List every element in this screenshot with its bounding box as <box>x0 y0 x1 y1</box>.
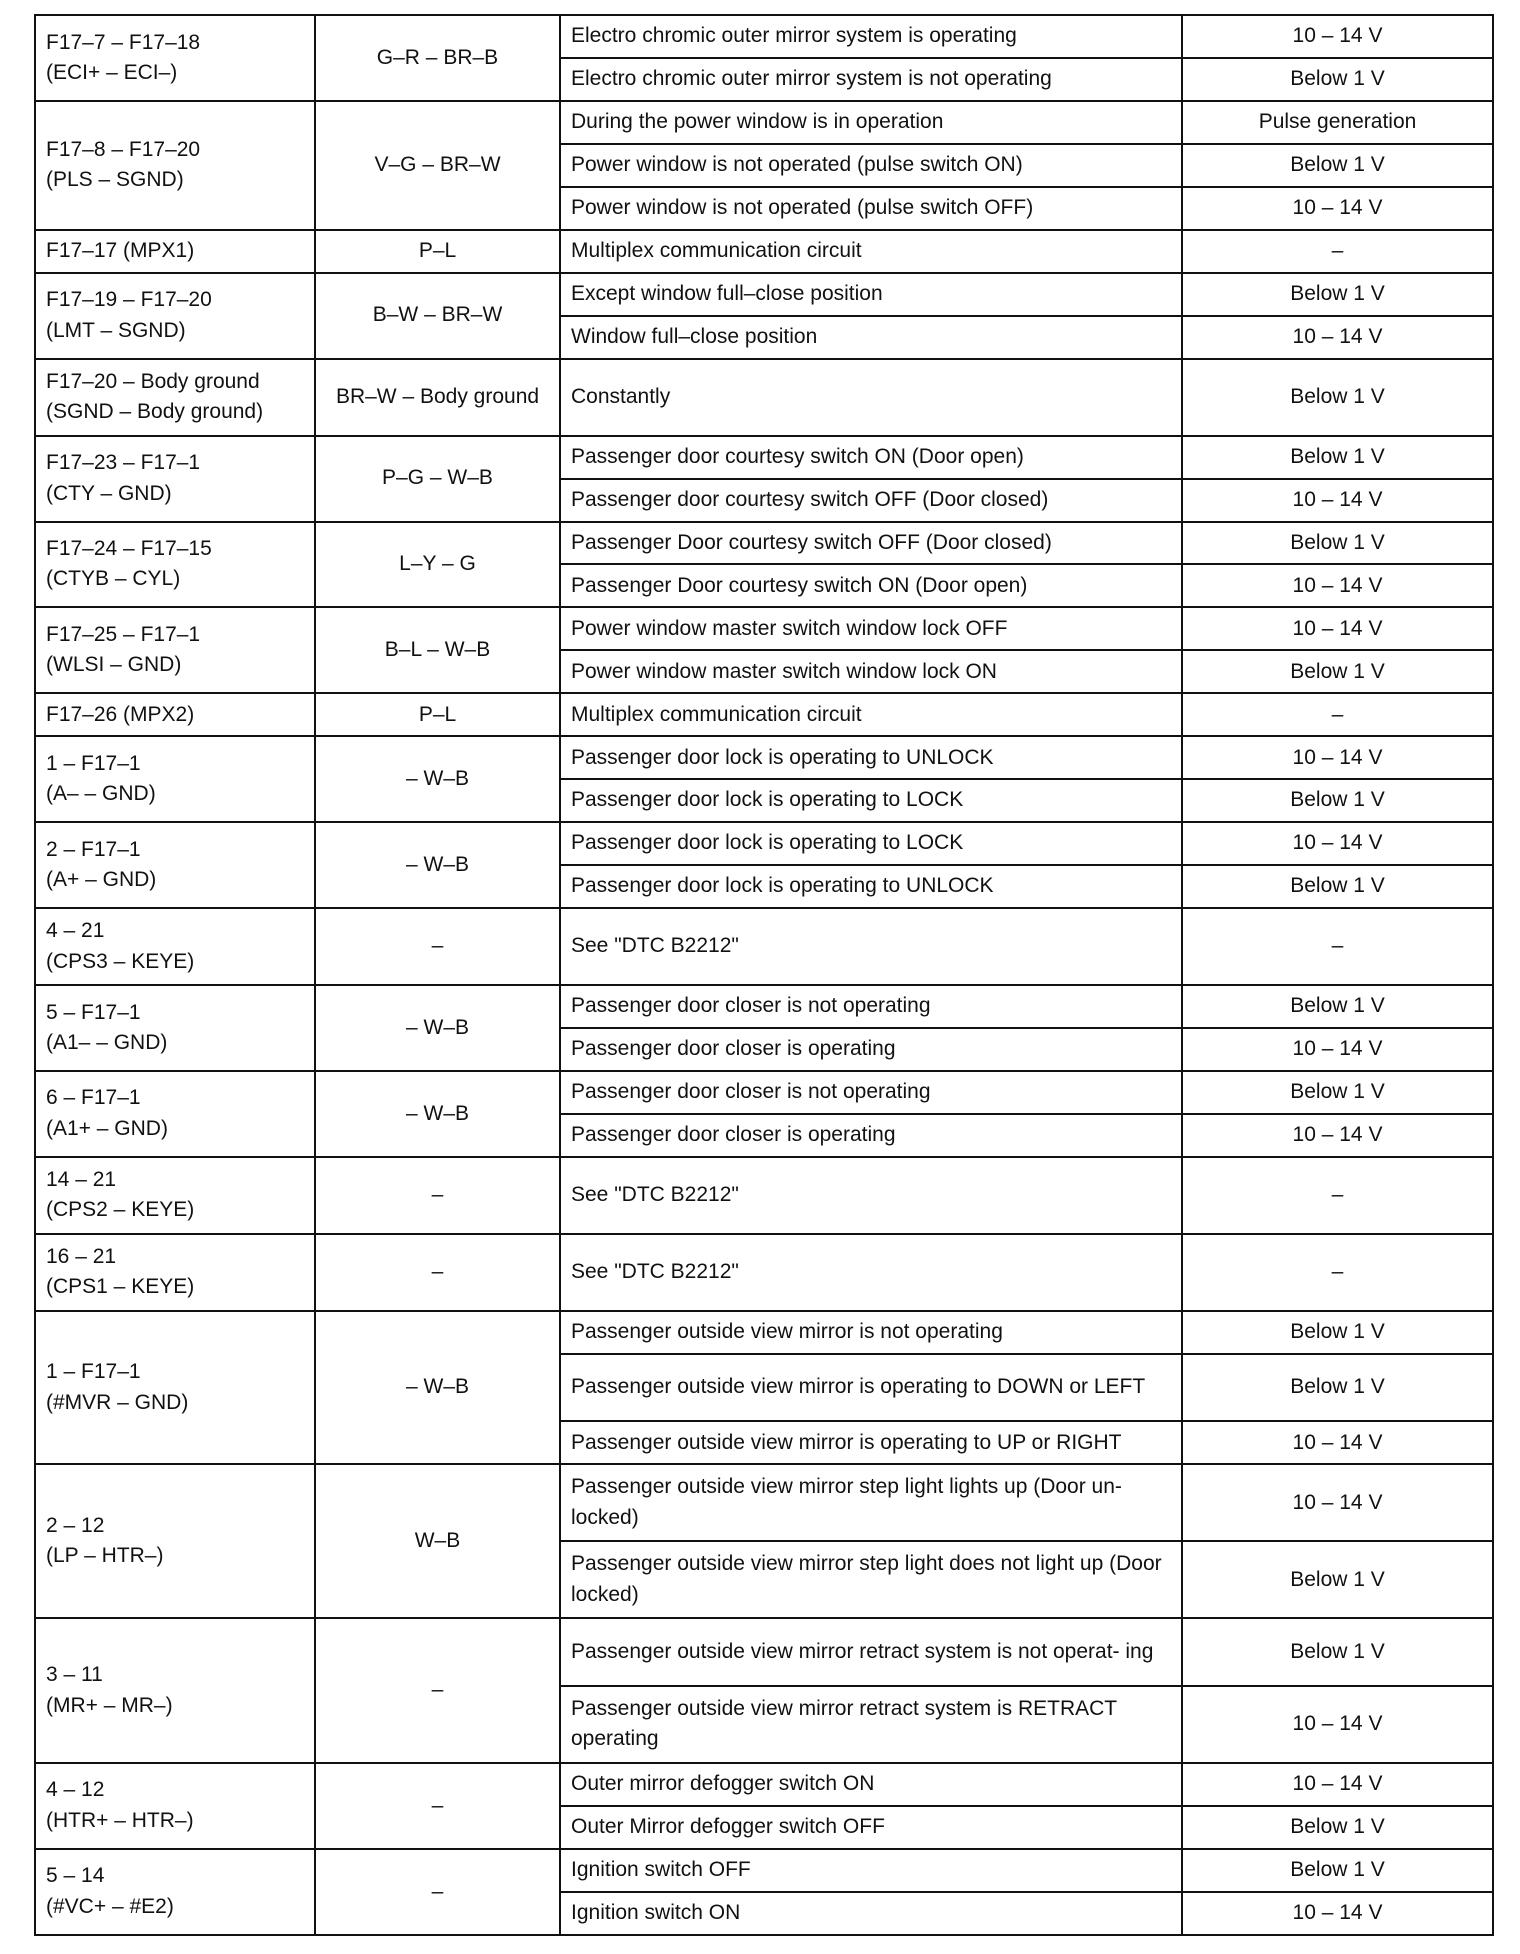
terminal-line: F17–23 – F17–1 <box>46 451 201 475</box>
table-row <box>35 607 1493 650</box>
terminal-line: (A– – GND) <box>46 782 156 806</box>
terminal-line: (SGND – Body ground) <box>46 400 264 424</box>
wiring-color-cell: P–L <box>315 693 560 736</box>
terminal-line: 14 – 21 <box>46 1167 117 1191</box>
wiring-color-cell: – <box>315 1618 560 1763</box>
table-row <box>35 273 1493 316</box>
condition-cell: Outer mirror defogger switch ON <box>560 1763 1182 1806</box>
terminal-line: (HTR+ – HTR–) <box>46 1808 194 1832</box>
terminal-cell <box>35 693 315 736</box>
specified-condition-cell: – <box>1182 1234 1493 1311</box>
terminal-line: (WLSI – GND) <box>46 653 182 677</box>
table-row <box>35 822 1493 865</box>
terminal-line: (PLS – SGND) <box>46 168 184 192</box>
terminal-line: F17–8 – F17–20 <box>46 137 201 161</box>
table-row <box>35 1311 1493 1354</box>
condition-cell: See "DTC B2212" <box>560 1234 1182 1311</box>
condition-cell: Passenger door lock is operating to UNLOCK <box>560 736 1182 779</box>
specified-condition-cell: Below 1 V <box>1182 1806 1493 1849</box>
table-row <box>35 1157 1493 1234</box>
specified-condition-cell: Below 1 V <box>1182 1541 1493 1618</box>
condition-cell: Window full–close position <box>560 316 1182 359</box>
specified-condition-cell: Below 1 V <box>1182 865 1493 908</box>
specified-condition-cell: 10 – 14 V <box>1182 479 1493 522</box>
terminal-line: F17–17 (MPX1) <box>46 239 195 263</box>
wiring-color-cell: B–L – W–B <box>315 607 560 693</box>
condition-cell: Passenger door lock is operating to LOCK <box>560 779 1182 822</box>
terminal-cell <box>35 101 315 230</box>
terminal-cell <box>35 908 315 985</box>
condition-cell: Passenger door lock is operating to UNLOCK <box>560 865 1182 908</box>
table-row <box>35 522 1493 565</box>
specified-condition-cell: 10 – 14 V <box>1182 1114 1493 1157</box>
specified-condition-cell: 10 – 14 V <box>1182 564 1493 607</box>
wiring-color-cell: – W–B <box>315 985 560 1071</box>
condition-cell: Electro chromic outer mirror system is not operating <box>560 58 1182 101</box>
specified-condition-cell: 10 – 14 V <box>1182 736 1493 779</box>
terminal-cell <box>35 607 315 693</box>
wiring-color-cell: – W–B <box>315 1311 560 1465</box>
terminal-cell <box>35 1071 315 1157</box>
terminal-cell <box>35 822 315 908</box>
terminal-line: 3 – 11 <box>46 1663 103 1687</box>
specified-condition-cell: Below 1 V <box>1182 1071 1493 1114</box>
terminal-cell <box>35 985 315 1071</box>
table-row <box>35 693 1493 736</box>
condition-cell: See "DTC B2212" <box>560 1157 1182 1234</box>
terminal-cell <box>35 436 315 522</box>
terminal-line: F17–24 – F17–15 <box>46 537 212 561</box>
terminal-line: F17–20 – Body ground <box>46 369 260 393</box>
condition-cell: Passenger Door courtesy switch ON (Door open) <box>560 564 1182 607</box>
wiring-color-cell: – <box>315 1234 560 1311</box>
specified-condition-cell: Below 1 V <box>1182 522 1493 565</box>
terminal-voltage-table <box>34 14 1494 1936</box>
condition-cell: Passenger door courtesy switch OFF (Door closed) <box>560 479 1182 522</box>
table-row <box>35 230 1493 273</box>
specified-condition-cell: Below 1 V <box>1182 1311 1493 1354</box>
condition-cell: Passenger outside view mirror retract system is not operat- ing <box>560 1618 1182 1686</box>
terminal-line: (CPS2 – KEYE) <box>46 1198 195 1222</box>
wiring-color-cell: B–W – BR–W <box>315 273 560 359</box>
wiring-color-cell: – <box>315 1849 560 1935</box>
specified-condition-cell: 10 – 14 V <box>1182 822 1493 865</box>
specified-condition-cell: 10 – 14 V <box>1182 1686 1493 1763</box>
specified-condition-cell: Below 1 V <box>1182 985 1493 1028</box>
terminal-line: (LMT – SGND) <box>46 318 186 342</box>
specified-condition-cell: – <box>1182 693 1493 736</box>
terminal-cell <box>35 522 315 608</box>
terminal-line: (CTY – GND) <box>46 481 172 505</box>
specified-condition-cell: 10 – 14 V <box>1182 1028 1493 1071</box>
specified-condition-cell: Below 1 V <box>1182 144 1493 187</box>
table-row <box>35 101 1493 144</box>
table-row <box>35 908 1493 985</box>
wiring-color-cell: G–R – BR–B <box>315 15 560 101</box>
condition-cell: See "DTC B2212" <box>560 908 1182 985</box>
terminal-line: 4 – 12 <box>46 1778 105 1802</box>
condition-cell: Passenger door courtesy switch ON (Door open) <box>560 436 1182 479</box>
specified-condition-cell: 10 – 14 V <box>1182 15 1493 58</box>
table-row <box>35 736 1493 779</box>
table-row <box>35 1763 1493 1806</box>
condition-cell: Passenger Door courtesy switch OFF (Door closed) <box>560 522 1182 565</box>
table-row <box>35 1618 1493 1686</box>
specified-condition-cell: Below 1 V <box>1182 1618 1493 1686</box>
terminal-cell <box>35 1311 315 1465</box>
condition-cell: Electro chromic outer mirror system is operating <box>560 15 1182 58</box>
terminal-line: 6 – F17–1 <box>46 1086 141 1110</box>
condition-cell: Multiplex communication circuit <box>560 693 1182 736</box>
terminal-cell <box>35 1157 315 1234</box>
specified-condition-cell: Below 1 V <box>1182 779 1493 822</box>
terminal-cell <box>35 15 315 101</box>
wiring-color-cell: BR–W – Body ground <box>315 359 560 436</box>
wiring-color-cell: – <box>315 908 560 985</box>
table-row <box>35 1849 1493 1892</box>
wiring-color-cell: P–L <box>315 230 560 273</box>
terminal-line: (#MVR – GND) <box>46 1390 189 1414</box>
wiring-color-cell: – <box>315 1763 560 1849</box>
wiring-color-cell: L–Y – G <box>315 522 560 608</box>
specified-condition-cell: Below 1 V <box>1182 650 1493 693</box>
specified-condition-cell: 10 – 14 V <box>1182 316 1493 359</box>
condition-cell: Ignition switch OFF <box>560 1849 1182 1892</box>
condition-cell: Passenger outside view mirror retract system is RETRACT operating <box>560 1686 1182 1763</box>
specified-condition-cell: 10 – 14 V <box>1182 1892 1493 1935</box>
terminal-line: 4 – 21 <box>46 919 105 943</box>
wiring-color-cell: – <box>315 1157 560 1234</box>
terminal-cell <box>35 230 315 273</box>
specified-condition-cell: – <box>1182 230 1493 273</box>
terminal-line: F17–19 – F17–20 <box>46 288 212 312</box>
terminal-line: (A+ – GND) <box>46 868 157 892</box>
condition-cell: Passenger outside view mirror is operating to DOWN or LEFT <box>560 1354 1182 1422</box>
terminal-cell <box>35 736 315 822</box>
terminal-line: (LP – HTR–) <box>46 1544 164 1568</box>
table-row <box>35 1071 1493 1114</box>
table-row <box>35 359 1493 436</box>
terminal-line: F17–7 – F17–18 <box>46 30 201 54</box>
specified-condition-cell: – <box>1182 908 1493 985</box>
wiring-color-cell: V–G – BR–W <box>315 101 560 230</box>
condition-cell: Except window full–close position <box>560 273 1182 316</box>
wiring-color-cell: – W–B <box>315 736 560 822</box>
condition-cell: Multiplex communication circuit <box>560 230 1182 273</box>
terminal-line: 5 – F17–1 <box>46 1000 141 1024</box>
specified-condition-cell: 10 – 14 V <box>1182 187 1493 230</box>
condition-cell: Passenger outside view mirror step light does not light up (Door locked) <box>560 1541 1182 1618</box>
table-row <box>35 1234 1493 1311</box>
terminal-line: 5 – 14 <box>46 1864 105 1888</box>
wiring-color-cell: W–B <box>315 1464 560 1618</box>
specified-condition-cell: 10 – 14 V <box>1182 1763 1493 1806</box>
condition-cell: Power window is not operated (pulse switch ON) <box>560 144 1182 187</box>
specified-condition-cell: Pulse generation <box>1182 101 1493 144</box>
table-row <box>35 1464 1493 1541</box>
condition-cell: Power window master switch window lock OFF <box>560 607 1182 650</box>
specified-condition-cell: Below 1 V <box>1182 1354 1493 1422</box>
terminal-line: 16 – 21 <box>46 1244 117 1268</box>
wiring-color-cell: – W–B <box>315 822 560 908</box>
terminal-line: 2 – 12 <box>46 1513 105 1537</box>
condition-cell: Constantly <box>560 359 1182 436</box>
terminal-line: F17–25 – F17–1 <box>46 622 201 646</box>
terminal-line: 1 – F17–1 <box>46 1360 141 1384</box>
terminal-cell <box>35 1618 315 1763</box>
terminal-line: (MR+ – MR–) <box>46 1693 173 1717</box>
condition-cell: Passenger door closer is not operating <box>560 1071 1182 1114</box>
terminal-cell <box>35 273 315 359</box>
condition-cell: Ignition switch ON <box>560 1892 1182 1935</box>
condition-cell: Passenger outside view mirror is operating to UP or RIGHT <box>560 1421 1182 1464</box>
specified-condition-cell: Below 1 V <box>1182 1849 1493 1892</box>
wiring-color-cell: – W–B <box>315 1071 560 1157</box>
table-row <box>35 436 1493 479</box>
terminal-line: 2 – F17–1 <box>46 837 141 861</box>
terminal-line: F17–26 (MPX2) <box>46 702 195 726</box>
table-row <box>35 985 1493 1028</box>
terminal-line: (#VC+ – #E2) <box>46 1894 174 1918</box>
specified-condition-cell: 10 – 14 V <box>1182 1421 1493 1464</box>
specified-condition-cell: Below 1 V <box>1182 273 1493 316</box>
specified-condition-cell: 10 – 14 V <box>1182 607 1493 650</box>
specified-condition-cell: Below 1 V <box>1182 58 1493 101</box>
terminal-cell <box>35 1763 315 1849</box>
condition-cell: Passenger door lock is operating to LOCK <box>560 822 1182 865</box>
terminal-line: (CTYB – CYL) <box>46 567 181 591</box>
condition-cell: Power window master switch window lock ON <box>560 650 1182 693</box>
specified-condition-cell: – <box>1182 1157 1493 1234</box>
condition-cell: Passenger outside view mirror is not operating <box>560 1311 1182 1354</box>
specified-condition-cell: Below 1 V <box>1182 436 1493 479</box>
condition-cell: Passenger door closer is not operating <box>560 985 1182 1028</box>
terminal-line: (CPS1 – KEYE) <box>46 1275 195 1299</box>
terminal-line: (A1+ – GND) <box>46 1116 168 1140</box>
terminal-cell <box>35 359 315 436</box>
terminal-line: (CPS3 – KEYE) <box>46 949 195 973</box>
terminal-cell <box>35 1464 315 1618</box>
specified-condition-cell: Below 1 V <box>1182 359 1493 436</box>
condition-cell: During the power window is in operation <box>560 101 1182 144</box>
wiring-color-cell: P–G – W–B <box>315 436 560 522</box>
terminal-line: (A1– – GND) <box>46 1031 168 1054</box>
condition-cell: Passenger outside view mirror step light lights up (Door un- locked) <box>560 1464 1182 1541</box>
terminal-cell <box>35 1234 315 1311</box>
terminal-cell <box>35 1849 315 1935</box>
table-row <box>35 15 1493 58</box>
condition-cell: Power window is not operated (pulse switch OFF) <box>560 187 1182 230</box>
condition-cell: Outer Mirror defogger switch OFF <box>560 1806 1182 1849</box>
terminal-line: (ECI+ – ECI–) <box>46 60 178 84</box>
specified-condition-cell: 10 – 14 V <box>1182 1464 1493 1541</box>
condition-cell: Passenger door closer is operating <box>560 1028 1182 1071</box>
terminal-line: 1 – F17–1 <box>46 751 141 775</box>
condition-cell: Passenger door closer is operating <box>560 1114 1182 1157</box>
